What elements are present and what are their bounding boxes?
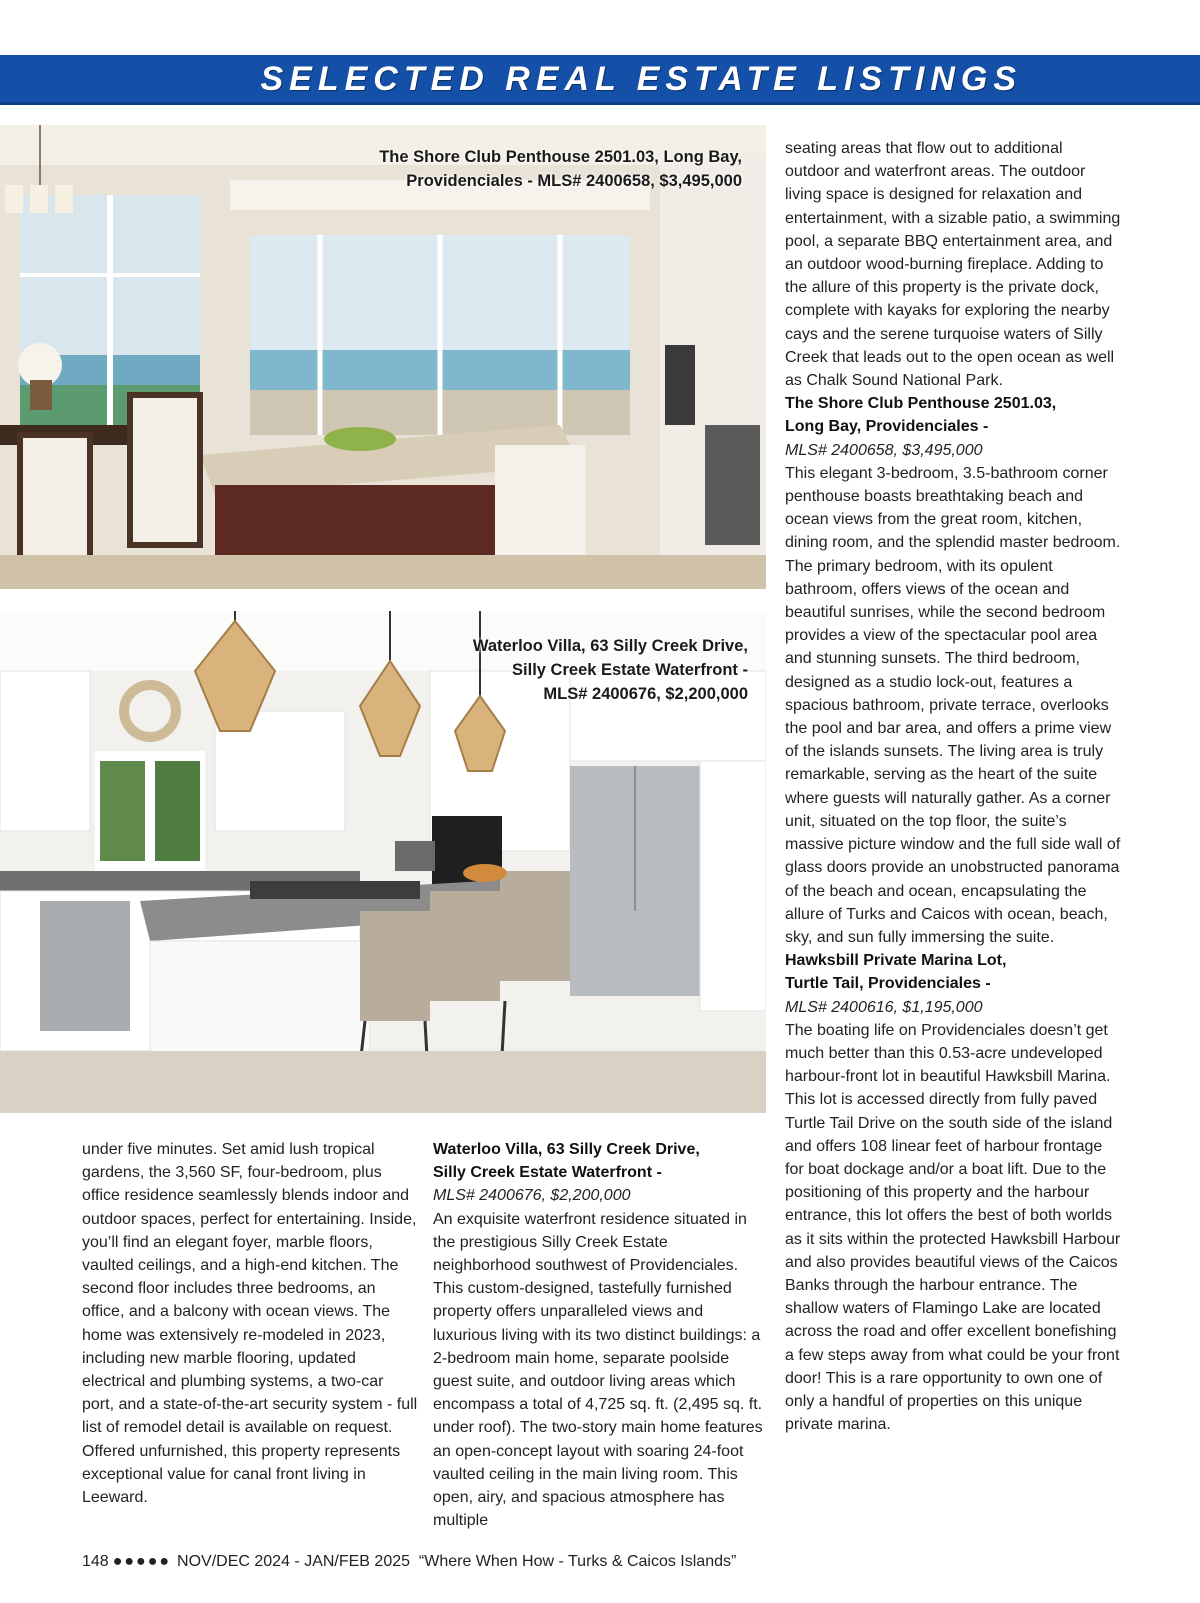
column-middle bbox=[433, 1138, 769, 1532]
photo-caption-penthouse bbox=[302, 145, 742, 193]
listing-heading bbox=[785, 392, 1121, 438]
caption-line: Providenciales - MLS# 2400658, $3,495,000 bbox=[406, 172, 742, 190]
issue-date: NOV/DEC 2024 - JAN/FEB 2025 bbox=[177, 1553, 411, 1570]
body-paragraph: under five minutes. Set amid lush tropical gardens, the 3,560 SF, four-bedroom, plus office residence seamlessly blends indoor and outdoor spaces, perfect for entertaining. Inside, you’ll find an elegant foyer, marble floors, vaulted ceilings, and a high-end kitchen. The second floor includes three bedrooms, an office, and a balcony with ocean views. The home was extensively re-modeled in 2023, including new marble flooring, updated electrical and plumbing systems, a two-car port, and a state-of-the-art security system - full list of remodel detail is available on request. Offered unfurnished, this property represents exceptional value for canal front living in Leeward. bbox=[82, 1141, 418, 1507]
footer-dots: ●●●●● bbox=[112, 1553, 172, 1570]
caption-line: The Shore Club Penthouse 2501.03, Long Bay, bbox=[379, 148, 742, 166]
listing-heading-line: Long Bay, Providenciales - bbox=[785, 418, 989, 436]
body-paragraph: An exquisite waterfront residence situated in the prestigious Silly Creek Estate neighborhood southwest of Providenciales. This custom-designed, tastefully furnished property offers unparalleled views and luxurious living with its two distinct buildings: a 2-bedroom main home, separate poolside guest suite, and outdoor living areas which encompass a total of 4,725 sq. ft. (2,495 sq. ft. under roof). The two-story main home features an open-concept layout with soaring 24-foot vaulted ceiling in the main living room. This open, airy, and spacious atmosphere has multiple bbox=[433, 1210, 763, 1530]
listing-heading-line: The Shore Club Penthouse 2501.03, bbox=[785, 395, 1057, 413]
page-number: 148 bbox=[82, 1553, 109, 1570]
listing-mls-price: MLS# 2400676, $2,200,000 bbox=[433, 1187, 631, 1205]
listing-mls-price: MLS# 2400658, $3,495,000 bbox=[785, 441, 983, 459]
page-footer bbox=[82, 1553, 736, 1571]
photo-caption-villa bbox=[368, 634, 748, 706]
listing-heading-line: Waterloo Villa, 63 Silly Creek Drive, bbox=[433, 1141, 700, 1158]
listing-heading-line: Silly Creek Estate Waterfront - bbox=[433, 1164, 662, 1182]
caption-line: Silly Creek Estate Waterfront - bbox=[512, 661, 748, 679]
caption-line: Waterloo Villa, 63 Silly Creek Drive, bbox=[472, 637, 748, 655]
penthouse-kitchen-photo bbox=[0, 125, 766, 589]
listing-heading bbox=[785, 949, 1121, 995]
section-header-band bbox=[0, 55, 1200, 105]
section-title: SELECTED REAL ESTATE LISTINGS bbox=[260, 60, 1022, 98]
column-left bbox=[82, 1138, 418, 1509]
body-paragraph: This elegant 3-bedroom, 3.5-bathroom corner penthouse boasts breathtaking beach and ocean views from the great room, kitchen, dining room, and the splendid master bedroom. The primary bedroom, with its opulent bathroom, offers views of the ocean and beautiful sunrises, while the second bedroom provides a view of the spectacular pool area and stunning sunsets. The third bedroom, designed as a studio lock-out, features a spacious bathroom, private terrace, overlooks the pool and bar area, and offers a prime view of the islands sunsets. The living area is truly remarkable, serving as the heart of the suite where guests will naturally gather. As a corner unit, situated on the top floor, the suite’s massive picture window and the full side wall of glass doors provide an unobstructed panorama of the beach and ocean, encapsulating the allure of Turks and Caicos with ocean, beach, sky, and sun fully immersing the suite. bbox=[785, 464, 1121, 946]
listing-heading bbox=[433, 1138, 769, 1184]
column-right bbox=[785, 137, 1121, 1436]
listing-heading-line: Turtle Tail, Providenciales - bbox=[785, 975, 991, 993]
body-paragraph: seating areas that flow out to additional outdoor and waterfront areas. The outdoor living space is designed for relaxation and entertainment, with a sizable patio, a swimming pool, a separate BBQ entertainment area, and an outdoor wood-burning fireplace. Adding to the allure of this property is the private dock, complete with kayaks for exploring the nearby cays and the serene turquoise waters of Silly Creek that leads out to the open ocean as well as Chalk Sound National Park. bbox=[785, 140, 1121, 390]
listing-mls-price: MLS# 2400616, $1,195,000 bbox=[785, 998, 983, 1016]
listing-heading-line: Hawksbill Private Marina Lot, bbox=[785, 952, 1007, 970]
publication-name: “Where When How - Turks & Caicos Islands” bbox=[418, 1553, 737, 1570]
caption-line: MLS# 2400676, $2,200,000 bbox=[543, 685, 748, 703]
body-paragraph: The boating life on Providenciales doesn’t get much better than this 0.53-acre undeveloped harbour-front lot in beautiful Hawksbill Marina. This lot is accessed directly from fully paved Turtle Tail Drive on the south side of the island and offers 108 linear feet of harbour frontage for boat dockage and/or a boat lift. Due to the positioning of this property and the harbour entrance, this lot offers the best of both worlds as it sits within the protected Hawksbill Harbour and also provides beautiful views of the Caicos Banks through the harbour entrance. The shallow waters of Flamingo Lake are located across the road and offer excellent bonefishing a few steps away from what could be your front door! This is a rare opportunity to own one of only a handful of properties on this unique private marina. bbox=[785, 1021, 1121, 1434]
